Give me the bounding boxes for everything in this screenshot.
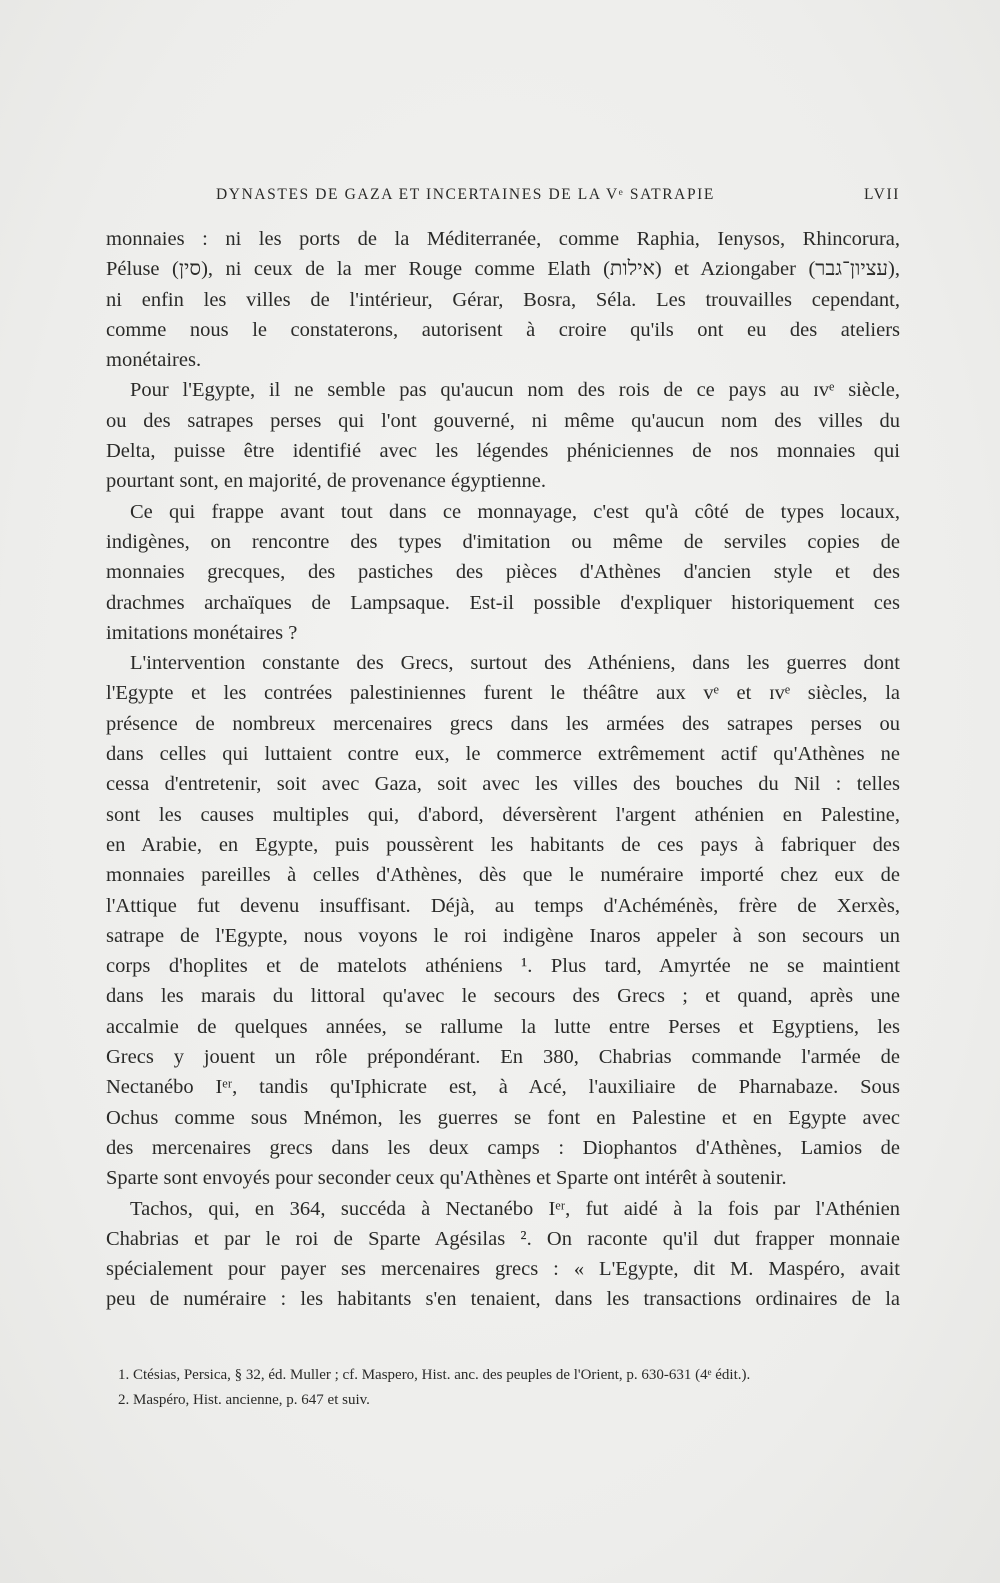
running-head: DYNASTES DE GAZA ET INCERTAINES DE LA Vᵉ SATRAPIE (216, 186, 715, 203)
text-line: en Arabie, en Egypte, puis poussèrent les habitants de ces pays à fabriquer des (106, 833, 900, 856)
body-text (106, 224, 900, 1315)
text-line: L'intervention constante des Grecs, surtout des Athéniens, dans les guerres dont (130, 652, 900, 675)
text-line: corps d'hoplites et de matelots athéniens ¹. Plus tard, Amyrtée ne se maintient (106, 955, 900, 978)
text-line: Ce qui frappe avant tout dans ce monnayage, c'est qu'à côté de types locaux, (130, 500, 900, 523)
text-line: présence de nombreux mercenaires grecs dans les armées des satrapes perses ou (106, 712, 900, 735)
text-line: ou des satrapes perses qui l'ont gouverné, ni même qu'aucun nom des villes du (106, 409, 900, 432)
text-line: ni enfin les villes de l'intérieur, Gérar, Bosra, Séla. Les trouvailles cependant, (106, 288, 900, 311)
text-line: Péluse (סין), ni ceux de la mer Rouge comme Elath (אילות) et Aziongaber (עציון־גבר), (106, 258, 900, 281)
page-header (106, 186, 900, 210)
text-line: peu de numéraire : les habitants s'en tenaient, dans les transactions ordinaires de la (106, 1288, 900, 1311)
text-line: comme nous le constaterons, autorisent à croire qu'ils ont eu des ateliers (106, 318, 900, 341)
text-line: drachmes archaïques de Lampsaque. Est-il possible d'expliquer historiquement ces (106, 591, 900, 614)
text-line: dans celles qui luttaient contre eux, le commerce extrêmement actif qu'Athènes ne (106, 743, 900, 766)
footnotes (118, 1363, 900, 1413)
text-line: Grecs y jouent un rôle prépondérant. En 380, Chabrias commande l'armée de (106, 1046, 900, 1069)
text-line: sont les causes multiples qui, d'abord, déversèrent l'argent athénien en Palestine, (106, 803, 900, 826)
text-line: Sparte sont envoyés pour seconder ceux qu'Athènes et Sparte ont intérêt à soutenir. (106, 1167, 787, 1190)
page-number: LVII (864, 186, 900, 203)
text-line: monétaires. (106, 349, 202, 372)
text-line: Ochus comme sous Mnémon, les guerres se font en Palestine et en Egypte avec (106, 1106, 900, 1129)
text-line: dans les marais du littoral qu'avec le secours des Grecs ; et quand, après une (106, 985, 900, 1008)
text-line: l'Attique fut devenu insuffisant. Déjà, au temps d'Achéménès, frère de Xerxès, (106, 894, 900, 917)
footnote: 2. Maspéro, Hist. ancienne, p. 647 et suiv. (118, 1392, 370, 1408)
text-line: monnaies pareilles à celles d'Athènes, dès que le numéraire importé chez eux de (106, 864, 900, 887)
text-line: spécialement pour payer ses mercenaires grecs : « L'Egypte, dit M. Maspéro, avait (106, 1258, 900, 1281)
text-line: monnaies grecques, des pastiches des pièces d'Athènes d'ancien style et des (106, 561, 900, 584)
text-line: satrape de l'Egypte, nous voyons le roi indigène Inaros appeler à son secours un (106, 924, 900, 947)
text-line: cessa d'entretenir, soit avec Gaza, soit avec les villes des bouches du Nil : telles (106, 773, 900, 796)
text-line: Pour l'Egypte, il ne semble pas qu'aucun nom des rois de ce pays au ɪvᵉ siècle, (130, 379, 900, 402)
text-line: monnaies : ni les ports de la Méditerranée, comme Raphia, Ienysos, Rhincorura, (106, 228, 900, 250)
text-line: accalmie de quelques années, se rallume la lutte entre Perses et Egyptiens, les (106, 1015, 900, 1038)
text-line: indigènes, on rencontre des types d'imitation ou même de serviles copies de (106, 530, 900, 553)
text-line: Nectanébo Iᵉʳ, tandis qu'Iphicrate est, à Acé, l'auxiliaire de Pharnabaze. Sous (106, 1076, 900, 1099)
text-line: imitations monétaires ? (106, 621, 298, 644)
text-line: des mercenaires grecs dans les deux camps : Diophantos d'Athènes, Lamios de (106, 1136, 900, 1159)
text-line: pourtant sont, en majorité, de provenance égyptienne. (106, 470, 547, 493)
text-line: Delta, puisse être identifié avec les légendes phéniciennes de nos monnaies qui (106, 440, 900, 463)
text-line: l'Egypte et les contrées palestiniennes furent le théâtre aux vᵉ et ɪvᵉ siècles, la (106, 682, 900, 705)
text-line: Chabrias et par le roi de Sparte Agésilas ². On raconte qu'il dut frapper monnaie (106, 1227, 900, 1250)
footnote: 1. Ctésias, Persica, § 32, éd. Muller ; cf. Maspero, Hist. anc. des peuples de l'Orient, p. 630-631 (4ᵉ édit.). (118, 1367, 751, 1383)
text-line: Tachos, qui, en 364, succéda à Nectanébo Iᵉʳ, fut aidé à la fois par l'Athénien (130, 1197, 900, 1220)
